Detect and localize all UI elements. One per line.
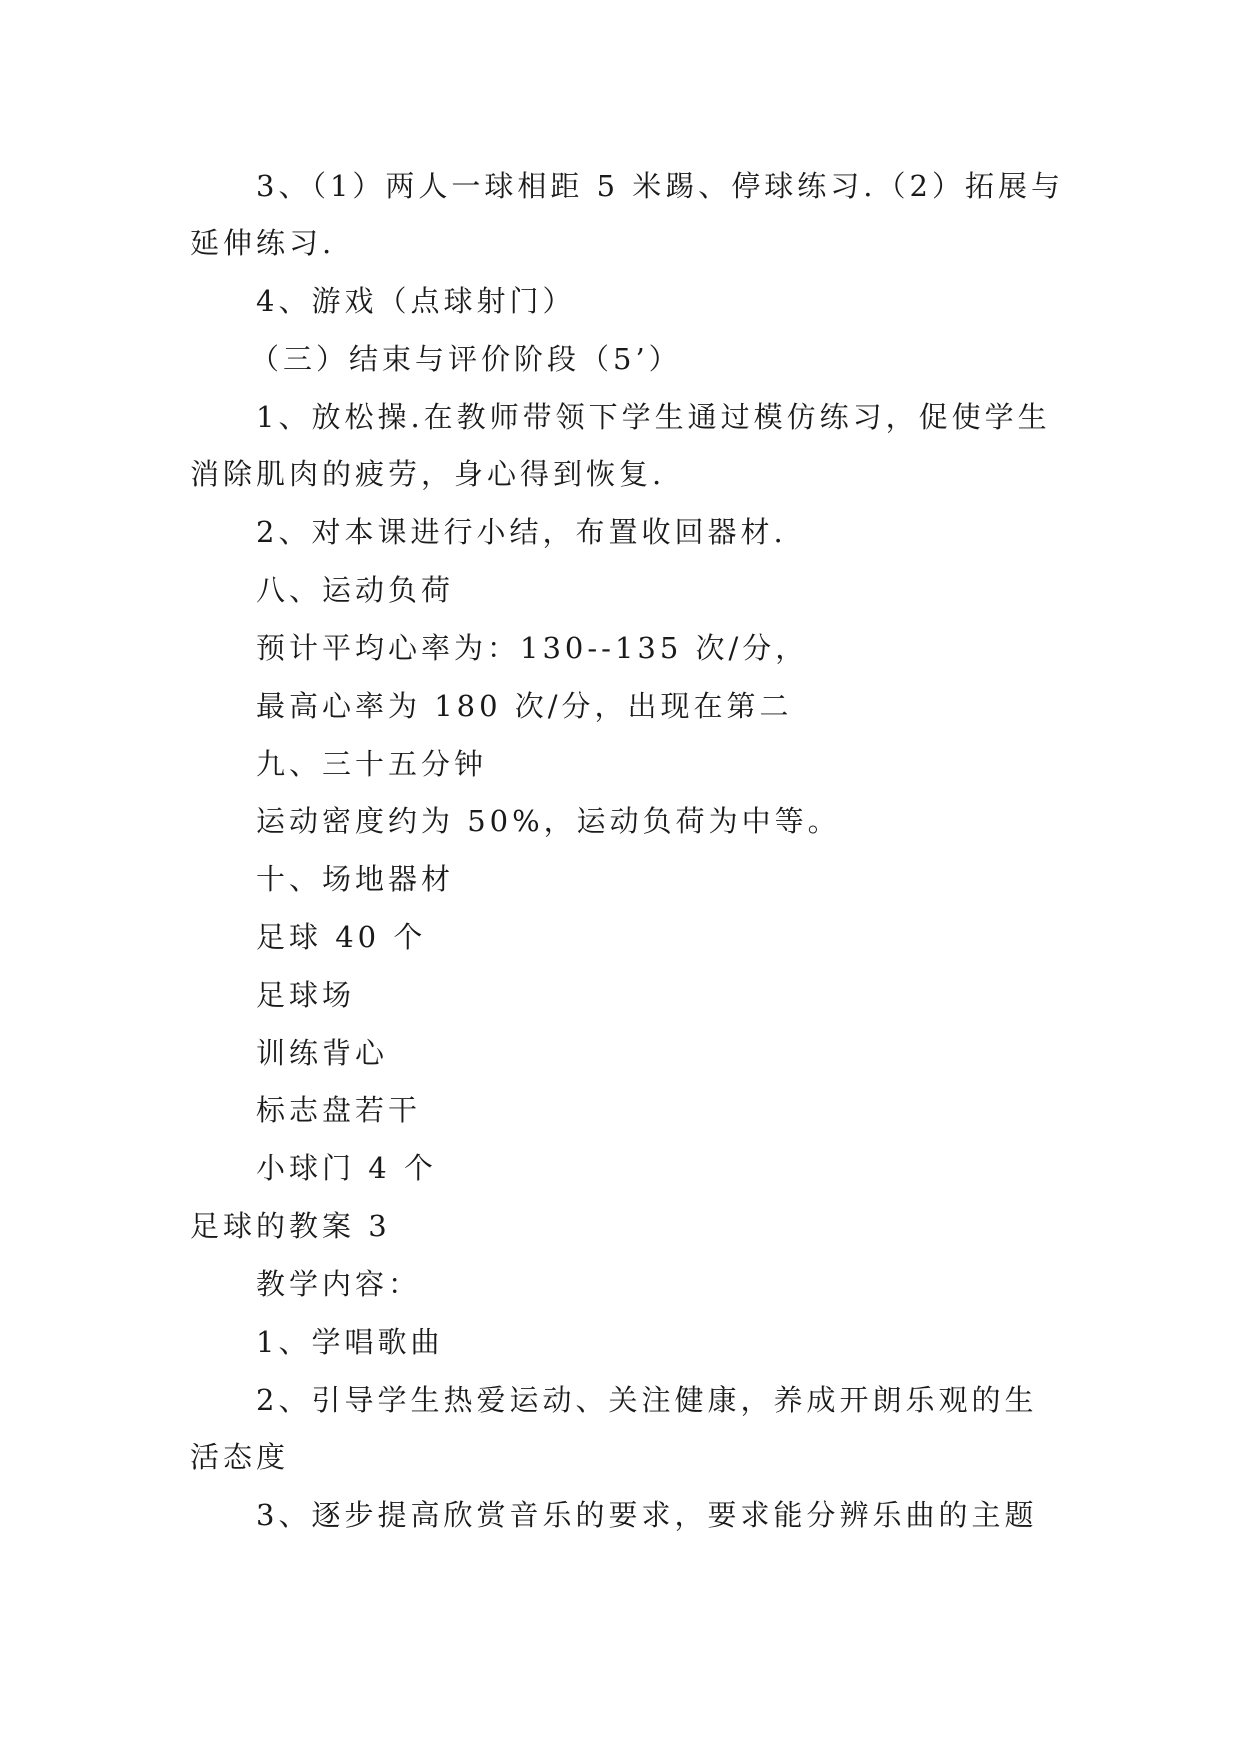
- section-heading: 八、运动负荷: [256, 573, 455, 607]
- paragraph-line: 2、对本课进行小结，布置收回器材.: [256, 515, 787, 549]
- paragraph-line: 最高心率为 180 次/分，出现在第二: [256, 689, 793, 723]
- paragraph-line: 运动密度约为 50%，运动负荷为中等。: [256, 804, 841, 838]
- list-item: 训练背心: [256, 1036, 389, 1070]
- list-item: 足球场: [256, 978, 356, 1012]
- paragraph-line: 4、游戏（点球射门）: [256, 284, 576, 318]
- paragraph-line: 活态度: [190, 1440, 290, 1474]
- section-heading: 教学内容：: [256, 1267, 422, 1301]
- section-heading: 十、场地器材: [256, 862, 455, 896]
- section-heading: （三）结束与评价阶段（5’）: [250, 342, 682, 376]
- list-item: 小球门 4 个: [256, 1151, 437, 1185]
- paragraph-line: 3、逐步提高欣赏音乐的要求，要求能分辨乐曲的主题: [256, 1498, 1038, 1532]
- paragraph-line: 预计平均心率为：130--135 次/分，: [256, 631, 809, 665]
- paragraph-line: 延伸练习.: [190, 226, 336, 260]
- document-title: 足球的教案 3: [190, 1209, 391, 1243]
- paragraph-line: 消除肌肉的疲劳，身心得到恢复.: [190, 457, 666, 491]
- paragraph-line: 3、（1）两人一球相距 5 米踢、停球练习.（2）拓展与: [256, 169, 1064, 203]
- list-item: 足球 40 个: [256, 920, 427, 954]
- section-heading: 九、三十五分钟: [256, 747, 488, 781]
- paragraph-line: 1、放松操.在教师带领下学生通过模仿练习，促使学生: [256, 400, 1051, 434]
- list-item: 标志盘若干: [256, 1093, 422, 1127]
- paragraph-line: 1、学唱歌曲: [256, 1325, 444, 1359]
- paragraph-line: 2、引导学生热爱运动、关注健康，养成开朗乐观的生: [256, 1383, 1038, 1417]
